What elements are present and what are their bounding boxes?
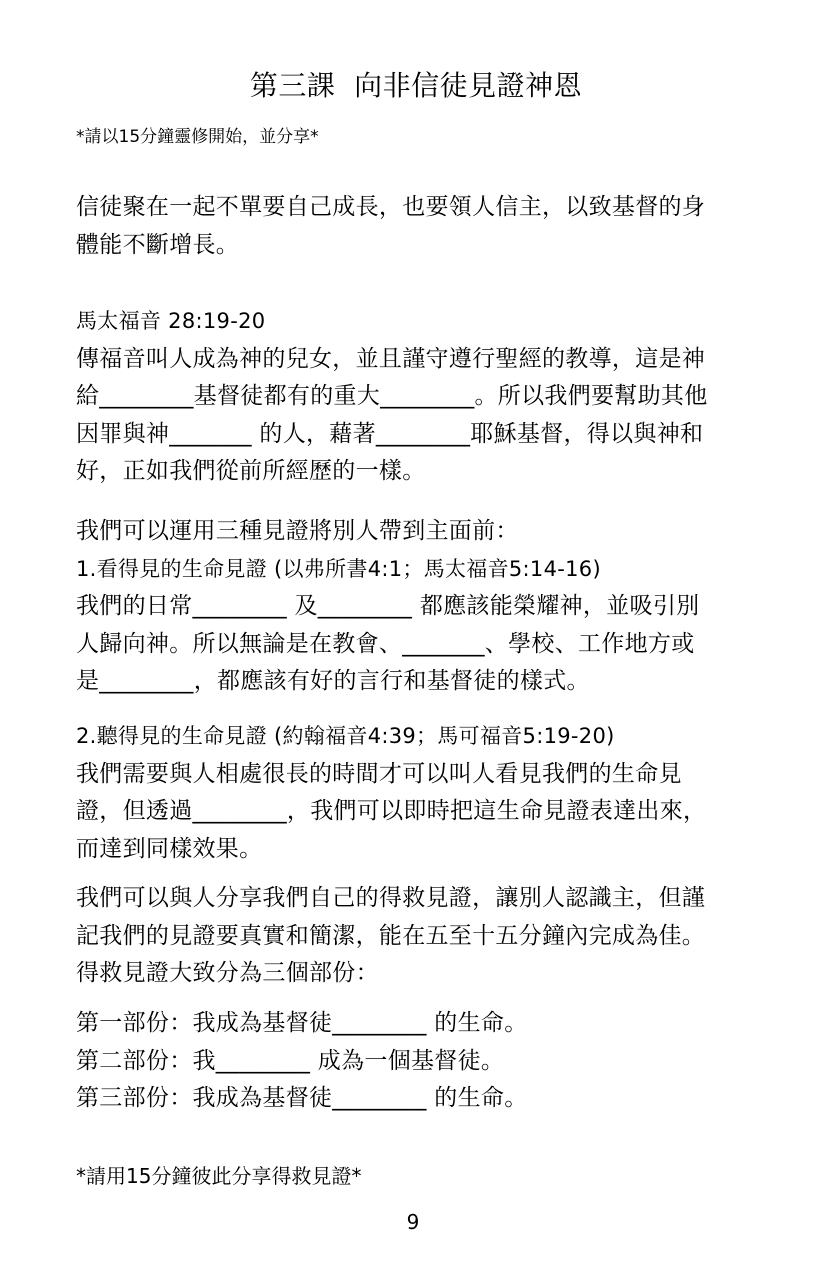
sharing-line-2: 記我們的見證要真實和簡潔，能在五至十五分鐘內完成為佳。 [76,922,706,949]
scripture-reference: 馬太福音 28:19-20 [76,309,266,333]
visible-line-3: 是________，都應該有好的言行和基督徒的樣式。 [76,668,590,694]
testimony-sharing-section [76,880,756,993]
opening-line-2: 體能不斷增長。 [76,231,240,258]
page-number: 9 [406,1210,420,1234]
audible-witness-section [76,718,756,868]
intro-note: *請以15分鐘靈修開始，並分享* [76,127,319,147]
testimony-part-1: 第一部份：我成為基督徒________ 的生命。 [76,1010,528,1036]
closing-note: *請用15分鐘彼此分享得救見證* [76,1164,362,1188]
audible-line-3: 而達到同樣效果。 [76,835,263,862]
matthew-line-4: 好，正如我們從前所經歷的一樣。 [76,458,426,484]
visible-line-2: 人歸向神。所以無論是在教會、_______、學校、工作地方或 [76,630,695,657]
audible-line-1: 我們需要與人相處很長的時間才可以叫人看見我們的生命見 [76,760,682,787]
opening-line-1: 信徒聚在一起不單要自己成長，也要領人信主，以致基督的身 [76,194,706,220]
audible-line-2: 證，但透過________，我們可以即時把這生命見證表達出來， [76,798,707,824]
visible-line-1: 我們的日常________ 及________ 都應該能榮耀神，並吸引別 [76,593,700,619]
matthew-line-1: 傳福音叫人成為神的兒女，並且謹守遵行聖經的教導，這是神 [76,345,706,372]
opening-paragraph [76,189,756,264]
visible-witness-heading: 1.看得見的生命見證 (以弗所書4:1；馬太福音5:14-16) [76,556,601,581]
sharing-line-3: 得救見證大致分為三個部份： [76,960,379,986]
testimony-part-3: 第三部份：我成為基督徒________ 的生命。 [76,1085,528,1111]
testimony-part-2: 第二部份：我________ 成為一個基督徒。 [76,1047,505,1074]
visible-witness-section [76,513,756,701]
matthew-section [76,303,756,491]
testimony-parts-list [76,1005,756,1118]
matthew-line-3: 因罪與神_______ 的人，藉著________耶穌基督，得以與神和 [76,420,704,447]
page-title: 第三課 向非信徒見證神恩 [249,69,583,102]
audible-witness-heading: 2.聽得見的生命見證 (約翰福音4:39；馬可福音5:19-20) [76,724,615,748]
sharing-line-1: 我們可以與人分享我們自己的得救見證，讓別人認識主，但謹 [76,885,706,911]
matthew-line-2: 給________基督徒都有的重大________。所以我們要幫助其他 [76,383,708,409]
three-ways-intro: 我們可以運用三種見證將別人帶到主面前： [76,518,519,544]
